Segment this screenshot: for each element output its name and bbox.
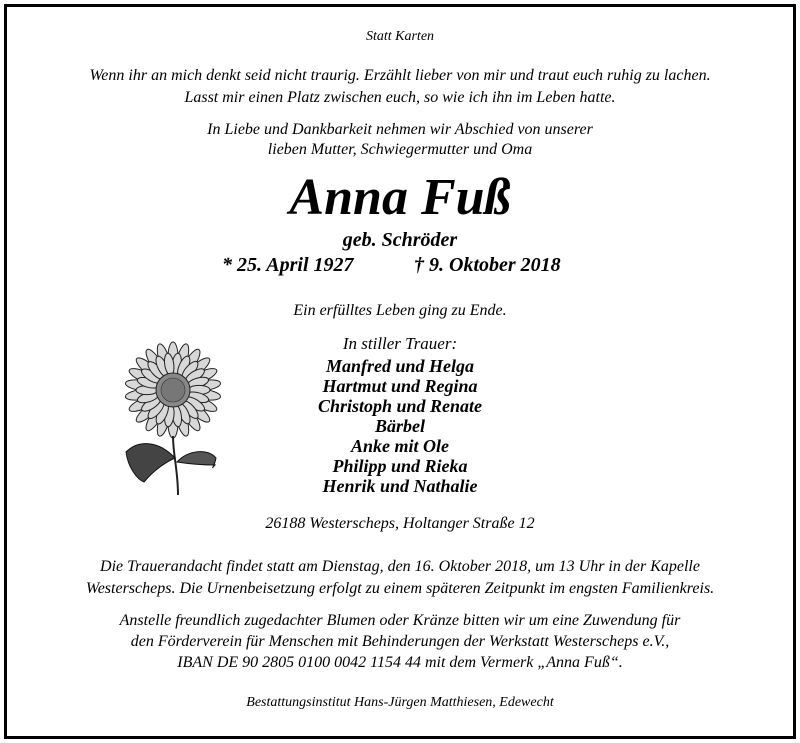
life-dates [0,255,800,277]
mourning-heading: In stiller Trauer: [342,334,458,353]
mourner: Philipp und Rieka [332,456,468,476]
maiden-name: geb. Schröder [342,229,458,251]
epitaph: Ein erfülltes Leben ging zu Ende. [293,302,507,319]
intro-line-2: lieben Mutter, Schwiegermutter und Oma [267,141,533,158]
intro-line-1: In Liebe und Dankbarkeit nehmen wir Abschied von unserer [207,121,593,138]
mourner: Bärbel [374,416,425,436]
mourner: Anke mit Ole [351,436,449,456]
donation-line-1: Anstelle freundlich zugedachter Blumen oder Kränze bitten wir um eine Zuwendung für [119,612,681,629]
mourner: Manfred und Helga [325,356,475,376]
poem-line-1: Wenn ihr an mich denkt seid nicht traurig. Erzählt lieber von mir und traut euch ruhig zu lachen. [89,67,711,84]
donation-line-2: den Förderverein für Menschen mit Behinderungen der Werkstatt Westerscheps e.V., [130,633,670,650]
mourner: Hartmut und Regina [322,376,478,396]
sunflower-icon [118,340,228,500]
death-date: † 9. Oktober 2018 [414,254,561,276]
address: 26188 Westerscheps, Holtanger Straße 12 [265,515,535,532]
service-line-2: Westerscheps. Die Urnenbeisetzung erfolgt zu einem späteren Zeitpunkt im engsten Familienkreis. [85,580,715,597]
mourner: Henrik und Nathalie [322,476,478,496]
deceased-name: Anna Fuß [289,169,511,226]
header-statt-karten: Statt Karten [365,29,435,44]
donation-line-3: IBAN DE 90 2805 0100 0042 1154 44 mit dem Vermerk „Anna Fuß“. [177,654,623,671]
poem-line-2: Lasst mir einen Platz zwischen euch, so wie ich ihn im Leben hatte. [184,89,616,106]
birth-date: * 25. April 1927 [222,254,354,276]
mourner: Christoph und Renate [317,396,483,416]
funeral-home: Bestattungsinstitut Hans-Jürgen Matthiesen, Edewecht [246,695,554,710]
service-line-1: Die Trauerandacht findet statt am Dienstag, den 16. Oktober 2018, um 13 Uhr in der Kapelle [100,558,700,575]
